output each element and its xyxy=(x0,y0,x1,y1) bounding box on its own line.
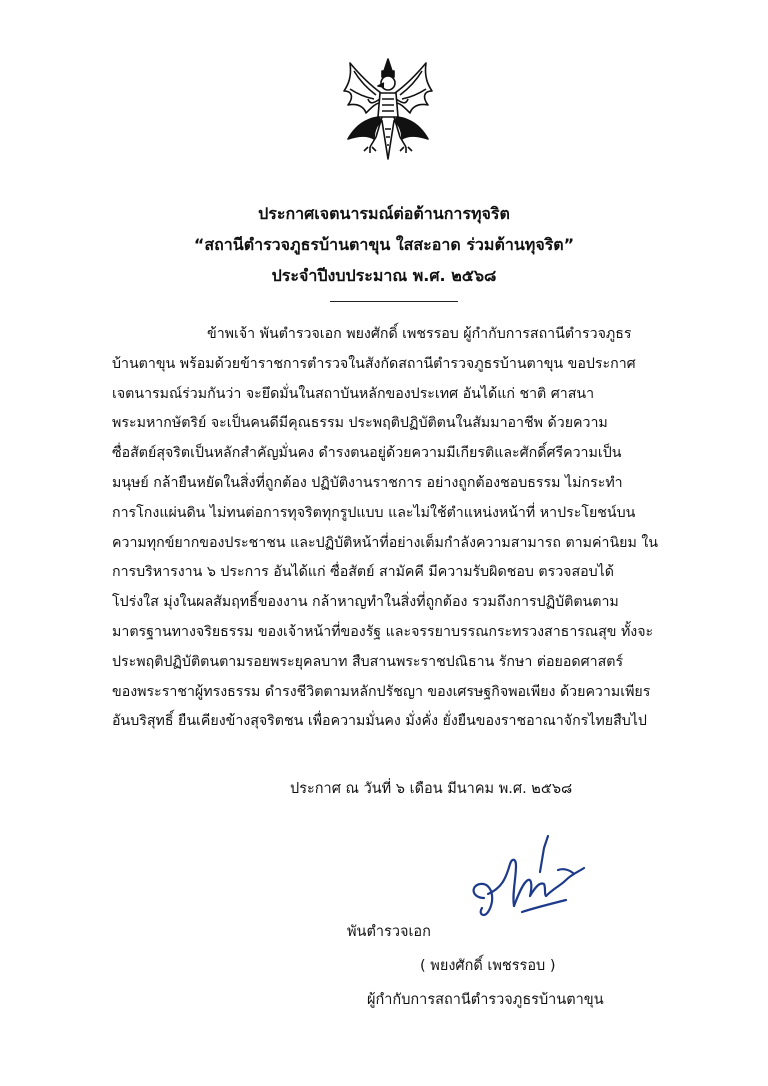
signatory-position: ผู้กำกับการสถานีตำรวจภูธรบ้านตาขุน xyxy=(367,992,604,1008)
announcement-date: ประกาศ ณ วันที่ ๖ เดือน มีนาคม พ.ศ. ๒๕๖๘ xyxy=(290,781,573,797)
body-line: บ้านตาขุน พร้อมด้วยข้าราชการตำรวจในสังกัดสถานีตำรวจภูธรบ้านตาขุน ขอประกาศ xyxy=(112,355,636,372)
body-line: พระมหากษัตริย์ จะเป็นคนดีมีคุณธรรม ประพฤติปฏิบัติตนในสัมมาอาชีพ ด้วยความ xyxy=(112,415,608,432)
body-line: ความทุกข์ยากของประชาชน และปฏิบัติหน้าที่อย่างเต็มกำลังความสามารถ ตามค่านิยม ใน xyxy=(112,534,658,551)
announcement-header xyxy=(0,198,768,291)
body-line: ข้าพเจ้า พันตำรวจเอก พยงศักดิ์ เพชรรอบ ผู้กำกับการสถานีตำรวจภูธร xyxy=(207,326,632,342)
body-line: มนุษย์ กล้ายืนหยัดในสิ่งที่ถูกต้อง ปฏิบัติงานราชการ อย่างถูกต้องชอบธรรม ไม่กระทำ xyxy=(112,474,623,491)
body-line: ซื่อสัตย์สุจริตเป็นหลักสำคัญมั่นคง ดำรงตนอยู่ด้วยความมีเกียรติและศักดิ์ศรีความเป็น xyxy=(112,445,622,462)
title-divider xyxy=(330,301,458,302)
handwritten-signature-icon xyxy=(462,828,592,928)
announcement-title: ประกาศเจตนารมณ์ต่อต้านการทุจริต xyxy=(258,204,510,223)
garuda-emblem-icon xyxy=(340,55,436,165)
body-line: การบริหารงาน ๖ ประการ อันได้แก่ ซื่อสัตย์ สามัคคี มีความรับผิดชอบ ตรวจสอบได้ xyxy=(112,564,615,581)
fiscal-year: ประจำปีงบประมาณ พ.ศ. ๒๕๖๘ xyxy=(271,266,497,285)
body-line: เจตนารมณ์ร่วมกันว่า จะยึดมั่นในสถาบันหลักของประเทศ อันได้แก่ ชาติ ศาสนา xyxy=(112,385,595,402)
announcement-body xyxy=(112,320,712,737)
signatory-name: ( พยงศักดิ์ เพชรรอบ ) xyxy=(420,958,556,974)
body-line: อันบริสุทธิ์ ยืนเคียงข้างสุจริตชน เพื่อความมั่นคง มั่งคั่ง ยั่งยืนของราชอาณาจักรไทยสืบไป xyxy=(112,713,647,730)
body-line: ของพระราชาผู้ทรงธรรม ดำรงชีวิตตามหลักปรัชญา ของเศรษฐกิจพอเพียง ด้วยความเพียร xyxy=(112,683,651,700)
body-line: การโกงแผ่นดิน ไม่ทนต่อการทุจริตทุกรูปแบบ และไม่ใช้ตำแหน่งหน้าที่ หาประโยชน์บน xyxy=(112,504,636,521)
body-line: โปร่งใส มุ่งในผลสัมฤทธิ์ของงาน กล้าหาญทำในสิ่งที่ถูกต้อง รวมถึงการปฏิบัติตนตาม xyxy=(112,594,619,611)
body-line: ประพฤติปฏิบัติตนตามรอยพระยุคลบาท สืบสานพระราชปณิธาน รักษา ต่อยอดศาสตร์ xyxy=(112,653,624,670)
body-line: มาตรฐานทางจริยธรรม ของเจ้าหน้าที่ของรัฐ และจรรยาบรรณกระทรวงสาธารณสุข ทั้งจะ xyxy=(112,623,654,640)
announcement-slogan: “สถานีตำรวจภูธรบ้านตาขุน ใสสะอาด ร่วมต้านทุจริต” xyxy=(193,235,575,254)
signatory-rank: พันตำรวจเอก xyxy=(347,924,431,940)
